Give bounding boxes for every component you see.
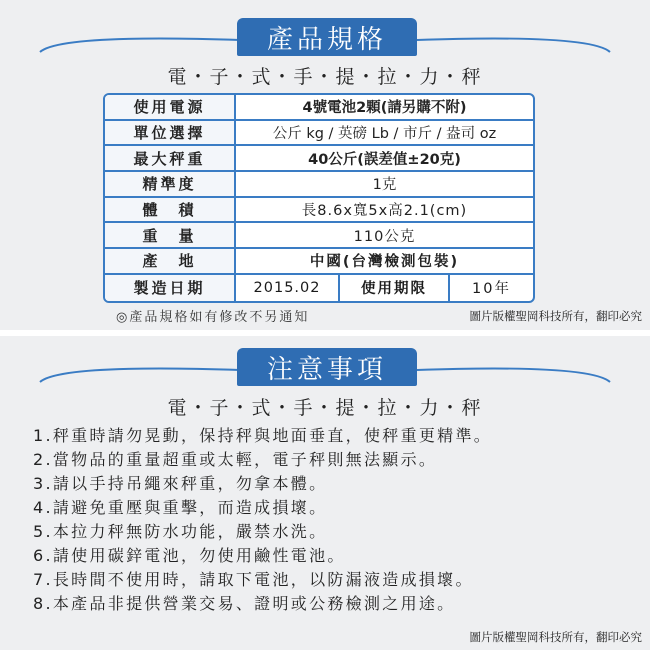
- spec-label: 精準度: [105, 172, 236, 196]
- spec-row: [105, 146, 533, 172]
- spec-row: [105, 198, 533, 224]
- spec-notice: ◎產品規格如有修改不另通知: [116, 310, 310, 325]
- spec-label: 製造日期: [105, 275, 236, 301]
- copyright-text: 圖片版權聖岡科技所有，翻印必究: [469, 630, 642, 644]
- spec-label: 單位選擇: [105, 121, 236, 145]
- list-item: 5.本拉力秤無防水功能，嚴禁水洗。: [33, 522, 328, 541]
- spec-row-manufacture: [105, 275, 533, 301]
- spec-label: 最大秤重: [105, 146, 236, 170]
- list-item: 6.請使用碳鋅電池，勿使用鹼性電池。: [33, 546, 346, 565]
- list-item: 4.請避免重壓與重擊，而造成損壞。: [33, 498, 328, 517]
- spec-row: [105, 249, 533, 275]
- notes-subtitle: 電・子・式・手・提・拉・力・秤: [167, 397, 483, 419]
- spec-label: 體 積: [105, 198, 236, 222]
- spec-table: [103, 93, 535, 303]
- notes-list: [33, 424, 633, 616]
- spec-row: [105, 172, 533, 198]
- spec-value: 長8.6x寬5x高2.1(cm): [301, 203, 468, 220]
- period-value: 10年: [472, 281, 511, 298]
- list-item: 3.請以手持吊繩來秤重，勿拿本體。: [33, 474, 328, 493]
- notes-panel: [0, 336, 650, 650]
- spec-label: 重 量: [105, 223, 236, 247]
- manufacture-split: [236, 275, 533, 301]
- spec-value: 1克: [372, 177, 397, 194]
- list-item: 7.長時間不使用時，請取下電池，以防漏液造成損壞。: [33, 570, 474, 589]
- spec-row: [105, 121, 533, 147]
- spec-row: [105, 95, 533, 121]
- notes-title: 注意事項: [237, 348, 417, 386]
- spec-row: [105, 223, 533, 249]
- copyright-text: 圖片版權聖岡科技所有，翻印必究: [469, 309, 642, 323]
- period-label: 使用期限: [340, 275, 450, 301]
- spec-value: 40公斤(誤差值±20克): [308, 151, 461, 168]
- spec-subtitle: 電・子・式・手・提・拉・力・秤: [167, 66, 483, 88]
- manufacture-date: 2015.02: [236, 275, 340, 301]
- spec-title: 產品規格: [237, 18, 417, 56]
- spec-label: 產 地: [105, 249, 236, 273]
- list-item: 1.秤重時請勿晃動，保持秤與地面垂直，使秤重更精準。: [33, 426, 493, 445]
- list-item: 2.當物品的重量超重或太輕，電子秤則無法顯示。: [33, 450, 438, 469]
- spec-value: 4號電池2顆(請另購不附): [302, 100, 467, 117]
- spec-value: 110公克: [353, 228, 416, 245]
- spec-value: 公斤 kg / 英磅 Lb / 市斤 / 盎司 oz: [272, 126, 497, 143]
- list-item: 8.本產品非提供營業交易、證明或公務檢測之用途。: [33, 594, 456, 613]
- spec-value: 中國(台灣檢測包裝): [309, 254, 460, 271]
- spec-label: 使用電源: [105, 95, 236, 119]
